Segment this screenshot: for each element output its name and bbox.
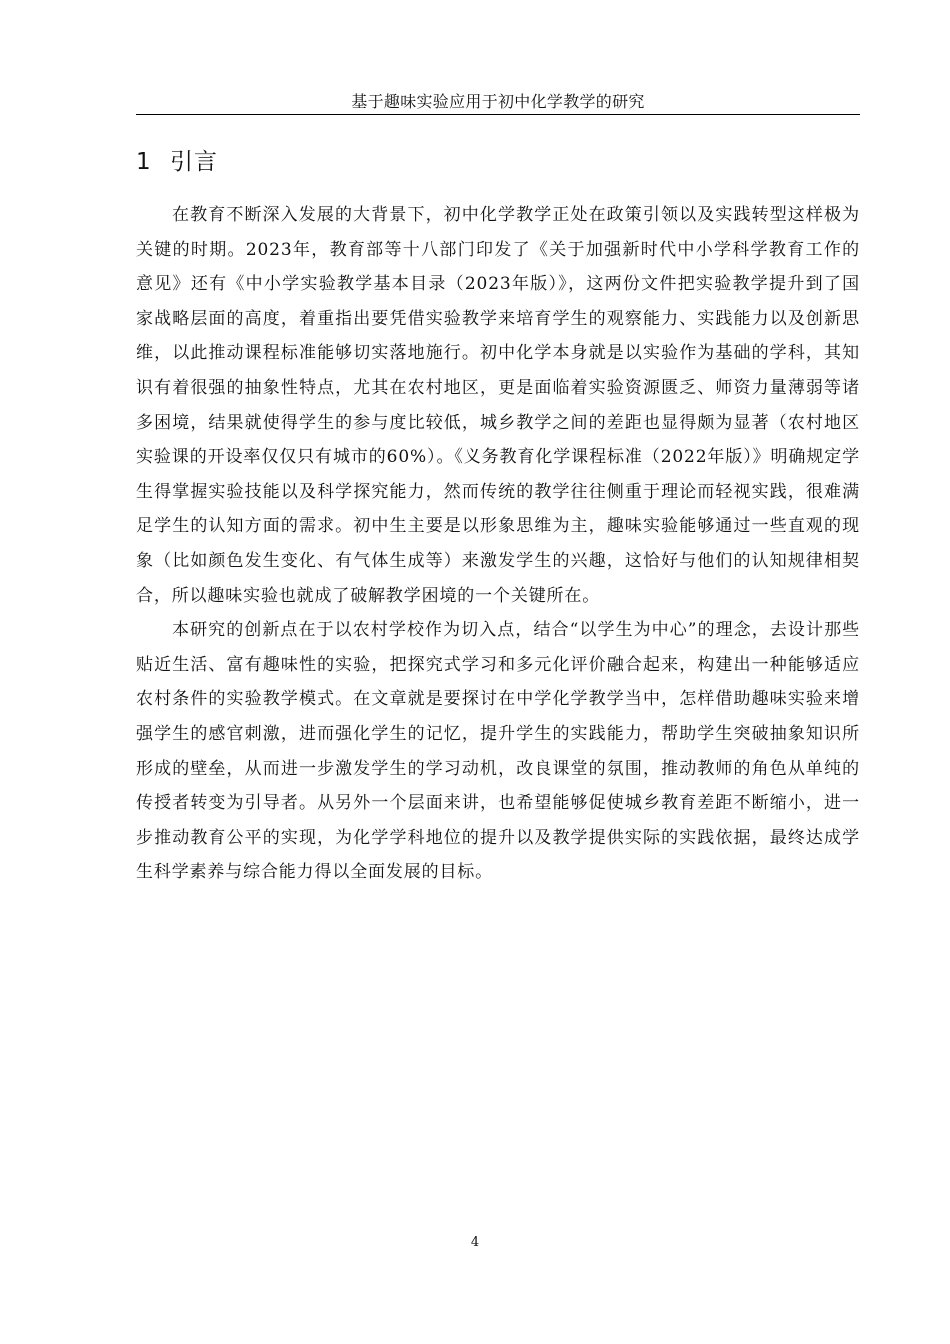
header-divider xyxy=(136,114,860,115)
section-number: 1 xyxy=(136,149,152,175)
paragraph-innovation: 本研究的创新点在于以农村学校作为切入点，结合“以学生为中心”的理念，去设计那些贴近生活、富有趣味性的实验，把探究式学习和多元化评价融合起来，构建出一种能够适应农村条件的实验教学模式。在文章就是要探讨在中学化学教学当中，怎样借助趣味实验来增强学生的感官刺激，进而强化学生的记忆，提升学生的实践能力，帮助学生突破抽象知识所形成的壁垒，从而进一步激发学生的学习动机，改良课堂的氛围，推动教师的角色从单纯的传授者转变为引导者。从另外一个层面来讲，也希望能够促使城乡教育差距不断缩小，进一步推动教育公平的实现，为化学学科地位的提升以及教学提供实际的实践依据，最终达成学生科学素养与综合能力得以全面发展的目标。 xyxy=(136,620,860,883)
paragraph-background: 在教育不断深入发展的大背景下，初中化学教学正处在政策引领以及实践转型这样极为关键的时期。2023年，教育部等十八部门印发了《关于加强新时代中小学科学教育工作的意见》还有《中小学实验教学基本目录（2023年版）》，这两份文件把实验教学提升到了国家战略层面的高度，着重指出要凭借实验教学来培育学生的观察能力、实践能力以及创新思维，以此推动课程标准能够切实落地施行。初中化学本身就是以实验作为基础的学科，其知识有着很强的抽象性特点，尤其在农村地区，更是面临着实验资源匮乏、师资力量薄弱等诸多困境，结果就使得学生的参与度比较低，城乡教学之间的差距也显得颇为显著（农村地区实验课的开设率仅仅只有城市的60%）。《义务教育化学课程标准（2022年版）》明确规定学生得掌握实验技能以及科学探究能力，然而传统的教学往往侧重于理论而轻视实践，很难满足学生的认知方面的需求。初中生主要是以形象思维为主，趣味实验能够通过一些直观的现象（比如颜色发生变化、有气体生成等）来激发学生的兴趣，这恰好与他们的认知规律相契合，所以趣味实验也就成了破解教学困境的一个关键所在。 xyxy=(136,205,860,606)
page-number: 4 xyxy=(470,1235,480,1250)
section-body xyxy=(136,198,860,890)
section-heading xyxy=(136,146,218,178)
running-header-title: 基于趣味实验应用于初中化学教学的研究 xyxy=(351,92,645,111)
section-title: 引言 xyxy=(170,149,218,175)
